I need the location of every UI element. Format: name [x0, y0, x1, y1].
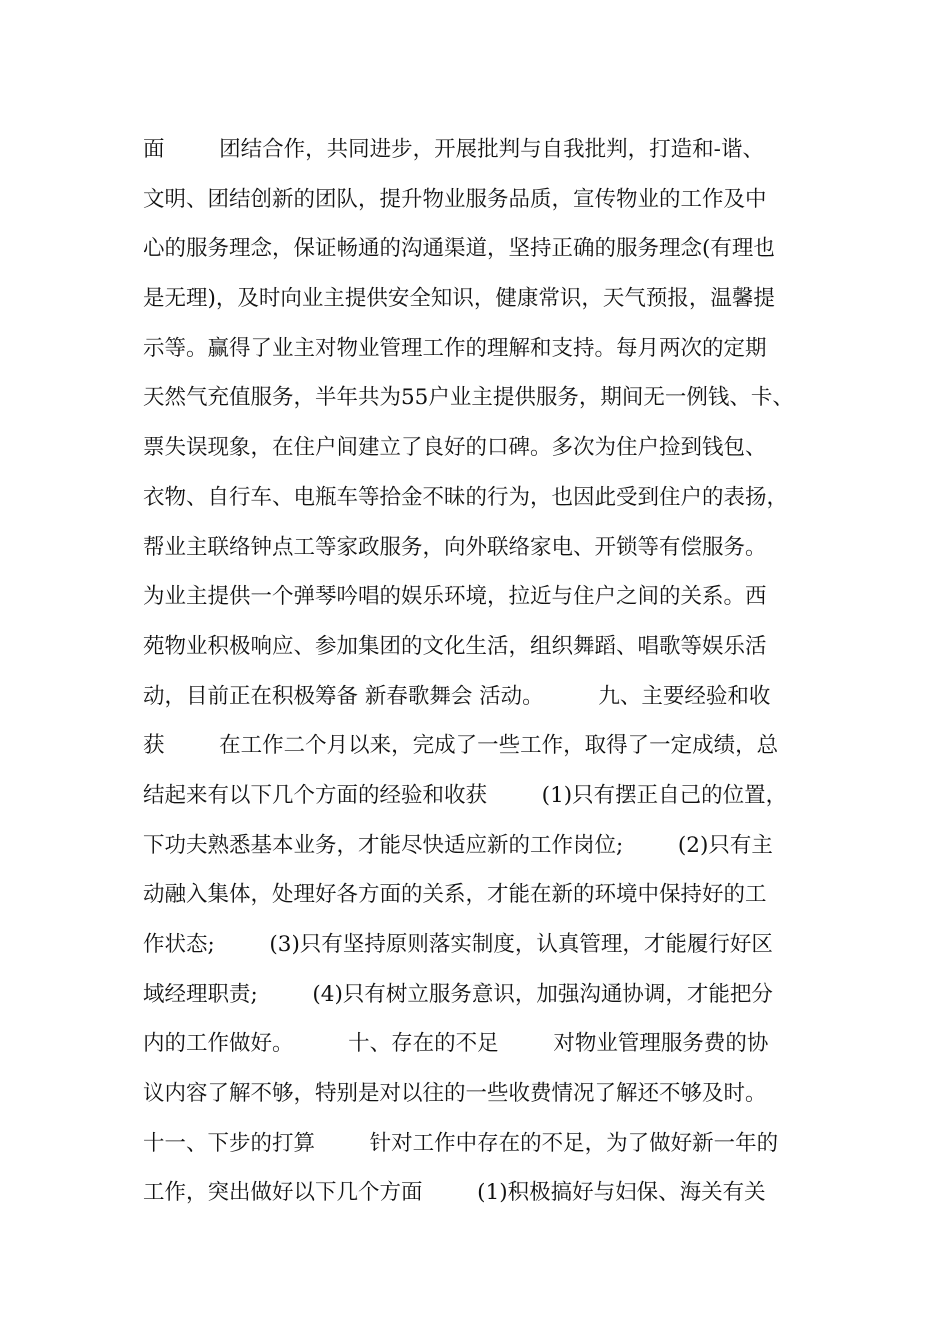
- text-line: 结起来有以下几个方面的经验和收获 (1)只有摆正自己的位置，: [143, 782, 788, 808]
- text-line: 动融入集体，处理好各方面的关系，才能在新的环境中保持好的工: [143, 882, 767, 908]
- text-line: 工作，突出做好以下几个方面 (1)积极搞好与妇保、海关有关: [143, 1180, 766, 1206]
- text-line: 文明、团结创新的团队，提升物业服务品质，宣传物业的工作及中: [143, 186, 767, 212]
- text-line: 帮业主联络钟点工等家政服务，向外联络家电、开锁等有偿服务。: [143, 534, 767, 560]
- text-line: 天然气充值服务，半年共为55户业主提供服务，期间无一例钱、卡、: [143, 385, 794, 411]
- text-line: 内的工作做好。 十、存在的不足 对物业管理服务费的协: [143, 1031, 769, 1057]
- text-line: 衣物、自行车、电瓶车等拾金不昧的行为，也因此受到住户的表扬，: [143, 484, 789, 510]
- text-line: 面 团结合作，共同进步，开展批判与自我批判，打造和-谐、: [143, 137, 764, 162]
- text-line: 十一、下步的打算 针对工作中存在的不足，为了做好新一年的: [143, 1130, 779, 1156]
- text-line: 是无理)，及时向业主提供安全知识，健康常识，天气预报，温馨提: [143, 286, 775, 312]
- text-line: 下功夫熟悉基本业务，才能尽快适应新的工作岗位; (2)只有主: [143, 832, 773, 858]
- text-line: 为业主提供一个弹琴吟唱的娱乐环境，拉近与住户之间的关系。西: [143, 584, 767, 610]
- text-line: 域经理职责; (4)只有树立服务意识，加强沟通协调，才能把分: [143, 981, 773, 1007]
- text-line: 动，目前正在积极筹备 新春歌舞会 活动。 九、主要经验和收: [143, 683, 771, 709]
- text-line: 示等。赢得了业主对物业管理工作的理解和支持。每月两次的定期: [143, 335, 767, 361]
- text-line: 票失误现象，在住户间建立了良好的口碑。多次为住户捡到钱包、: [143, 435, 767, 461]
- text-line: 获 在工作二个月以来，完成了一些工作，取得了一定成绩，总: [143, 733, 779, 759]
- body-text: [143, 125, 833, 1218]
- text-line: 心的服务理念，保证畅通的沟通渠道，坚持正确的服务理念(有理也: [143, 236, 775, 262]
- text-line: 苑物业积极响应、参加集团的文化生活，组织舞蹈、唱歌等娱乐活: [143, 633, 767, 659]
- text-line: 议内容了解不够，特别是对以往的一些收费情况了解还不够及时。: [143, 1081, 767, 1107]
- text-line: 作状态; (3)只有坚持原则落实制度，认真管理，才能履行好区: [143, 932, 773, 957]
